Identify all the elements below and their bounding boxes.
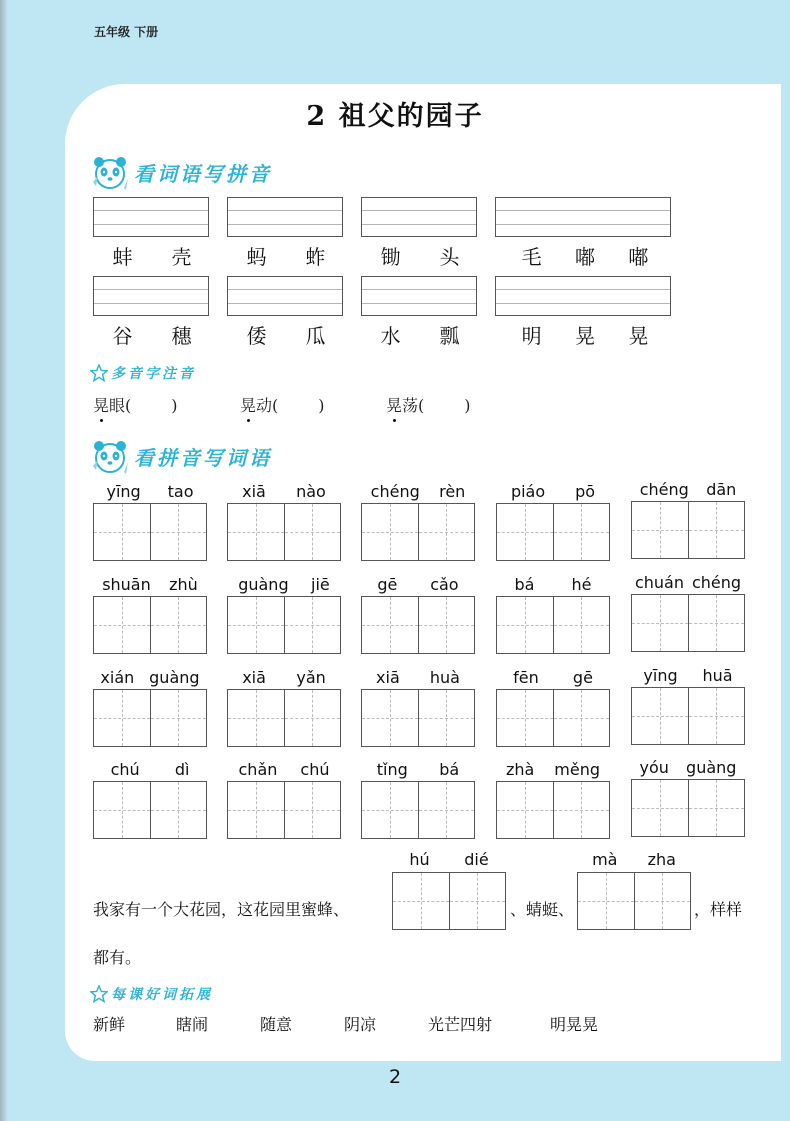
char-cell[interactable] xyxy=(497,690,553,746)
char-cell[interactable] xyxy=(497,597,553,653)
pinyin-label xyxy=(361,482,475,501)
syllable: chú xyxy=(110,760,140,779)
syllable: xián xyxy=(100,668,135,687)
pinyin-label xyxy=(227,482,341,501)
char-cell[interactable] xyxy=(632,780,688,836)
char-cell[interactable] xyxy=(284,782,341,838)
syllable: zhà xyxy=(505,760,535,779)
char-cell[interactable] xyxy=(688,595,745,651)
char-dotted: 晃 xyxy=(240,396,257,415)
syllable: dān xyxy=(706,480,737,499)
char-cell[interactable] xyxy=(284,597,341,653)
char-cell[interactable] xyxy=(688,780,745,836)
tianzige-box[interactable] xyxy=(227,781,341,839)
char-cell[interactable] xyxy=(418,504,475,560)
paren-open: ( xyxy=(125,396,132,415)
tianzige-box[interactable] xyxy=(631,594,745,652)
pinyin-box[interactable] xyxy=(361,197,477,237)
char-cell[interactable] xyxy=(553,782,610,838)
extension-word: 瞎闹 xyxy=(176,1015,209,1034)
syllable: chǎn xyxy=(238,760,278,779)
pinyin-box[interactable] xyxy=(227,276,343,316)
pinyin-label xyxy=(93,482,207,501)
syllable: pō xyxy=(575,482,596,501)
syllable: xiā xyxy=(242,668,266,687)
pinyin-label xyxy=(577,850,691,869)
paren-close: ) xyxy=(464,396,471,415)
char: 荡 xyxy=(402,396,419,415)
polyphone-item xyxy=(240,393,325,416)
pinyin-label xyxy=(227,760,341,779)
syllable: dì xyxy=(174,760,190,779)
syllable: nào xyxy=(296,482,326,501)
pinyin-box[interactable] xyxy=(495,276,671,316)
syllable: mà xyxy=(592,850,618,869)
syllable: cǎo xyxy=(430,575,459,594)
char-cell[interactable] xyxy=(362,782,418,838)
char-cell[interactable] xyxy=(449,873,506,929)
panda-icon xyxy=(90,152,130,192)
sentence-part-1: 我家有一个大花园，这花园里蜜蜂、 xyxy=(93,900,350,919)
section-head-pinyin xyxy=(90,152,272,192)
paren-close: ) xyxy=(171,396,178,415)
char-cell[interactable] xyxy=(362,690,418,746)
char-cell[interactable] xyxy=(228,690,284,746)
char: 动 xyxy=(256,396,273,415)
extension-word: 明晃晃 xyxy=(550,1015,599,1034)
char: 瓢 xyxy=(439,324,460,348)
tianzige-box[interactable] xyxy=(361,596,475,654)
syllable: tǐng xyxy=(376,760,408,779)
pinyin-box[interactable] xyxy=(93,276,209,316)
char-cell[interactable] xyxy=(418,782,475,838)
sub-label-extension: 每课好词拓展 xyxy=(111,987,213,1003)
syllable: piáo xyxy=(510,482,546,501)
char-cell[interactable] xyxy=(632,688,688,744)
char-cell[interactable] xyxy=(632,595,688,651)
syllable: guàng xyxy=(238,575,289,594)
syllable: shuān xyxy=(102,575,151,594)
syllable: dié xyxy=(464,850,489,869)
char: 明 xyxy=(521,324,542,348)
sub-label-polyphone: 多音字注音 xyxy=(111,366,196,382)
pinyin-label xyxy=(496,668,610,687)
star-icon xyxy=(90,985,108,1003)
pinyin-label xyxy=(93,668,207,687)
char: 倭 xyxy=(246,324,267,348)
page-number: 2 xyxy=(388,1066,402,1088)
sub-head-extension xyxy=(90,984,213,1004)
char-cell[interactable] xyxy=(578,873,634,929)
char-cell[interactable] xyxy=(688,502,745,558)
sentence-line-2: 都有。 xyxy=(93,948,142,967)
pinyin-box[interactable] xyxy=(227,197,343,237)
paren-close: ) xyxy=(318,396,325,415)
tianzige-box[interactable] xyxy=(227,689,341,747)
char-cell[interactable] xyxy=(632,502,688,558)
syllable: xiā xyxy=(242,482,266,501)
char: 锄 xyxy=(380,245,401,269)
char-cell[interactable] xyxy=(150,504,207,560)
tianzige-box[interactable] xyxy=(93,781,207,839)
syllable: gē xyxy=(572,668,593,687)
char-cell[interactable] xyxy=(228,504,284,560)
syllable: yóu xyxy=(639,758,669,777)
char-cell[interactable] xyxy=(553,504,610,560)
syllable: chéng xyxy=(370,482,420,501)
char: 嘟 xyxy=(628,245,649,269)
sub-head-polyphone xyxy=(90,363,196,383)
char-dotted: 晃 xyxy=(386,396,403,415)
char-cell[interactable] xyxy=(94,504,150,560)
syllable: yīng xyxy=(643,666,678,685)
tianzige-box[interactable] xyxy=(496,689,610,747)
char: 瓜 xyxy=(305,324,326,348)
star-icon xyxy=(90,364,108,382)
polyphone-item xyxy=(386,393,471,416)
pinyin-label xyxy=(631,666,745,685)
char: 穗 xyxy=(171,324,192,348)
syllable: gē xyxy=(377,575,398,594)
char: 蚂 xyxy=(246,245,267,269)
section-label-words: 看拼音写词语 xyxy=(134,445,272,470)
tianzige-box[interactable] xyxy=(577,872,691,930)
tianzige-box[interactable] xyxy=(93,596,207,654)
word-maodudu xyxy=(505,241,665,270)
pinyin-label xyxy=(227,668,341,687)
pinyin-label xyxy=(361,575,475,594)
syllable: huà xyxy=(429,668,460,687)
extension-word: 阴凉 xyxy=(344,1015,377,1034)
syllable: chéng xyxy=(639,480,689,499)
char-cell[interactable] xyxy=(362,597,418,653)
sentence-part-2: 、蜻蜓、 xyxy=(510,900,575,919)
pinyin-label xyxy=(93,760,207,779)
paren-open: ( xyxy=(418,396,425,415)
syllable: guàng xyxy=(149,668,200,687)
word-bangke xyxy=(93,241,211,270)
syllable: tao xyxy=(167,482,194,501)
pinyin-box[interactable] xyxy=(495,197,671,237)
char-cell[interactable] xyxy=(228,597,284,653)
syllable: zhù xyxy=(169,575,198,594)
syllable: bá xyxy=(514,575,535,594)
word-mazha xyxy=(227,241,345,270)
pinyin-label xyxy=(496,482,610,501)
syllable: chuán xyxy=(634,573,684,592)
pinyin-label xyxy=(631,480,745,499)
char: 蚌 xyxy=(112,245,133,269)
char-cell[interactable] xyxy=(284,504,341,560)
tianzige-box[interactable] xyxy=(227,596,341,654)
pinyin-label xyxy=(631,758,745,777)
pinyin-label xyxy=(361,668,475,687)
tianzige-box[interactable] xyxy=(631,687,745,745)
extension-word: 随意 xyxy=(260,1015,293,1034)
char-dotted: 晃 xyxy=(93,396,110,415)
section-label-pinyin: 看词语写拼音 xyxy=(134,161,272,186)
word-minghuanghuang xyxy=(505,320,665,349)
char-cell[interactable] xyxy=(150,782,207,838)
sentence-part-3: ，样样 xyxy=(694,900,743,919)
pinyin-label xyxy=(496,575,610,594)
syllable: chú xyxy=(300,760,330,779)
extension-word: 光芒四射 xyxy=(428,1015,493,1034)
panda-icon xyxy=(90,436,130,476)
syllable: huā xyxy=(702,666,733,685)
polyphone-item xyxy=(93,393,178,416)
char-cell[interactable] xyxy=(553,690,610,746)
pinyin-label xyxy=(361,760,475,779)
word-wogua xyxy=(227,320,345,349)
char: 水 xyxy=(380,324,401,348)
syllable: fēn xyxy=(513,668,539,687)
extension-words xyxy=(93,1012,598,1035)
word-chutou xyxy=(361,241,479,270)
char-cell[interactable] xyxy=(497,504,553,560)
syllable: xiā xyxy=(376,668,400,687)
paren-open: ( xyxy=(272,396,279,415)
char-cell[interactable] xyxy=(634,873,691,929)
char-cell[interactable] xyxy=(497,782,553,838)
char: 晃 xyxy=(628,324,649,348)
pinyin-box[interactable] xyxy=(361,276,477,316)
tianzige-box[interactable] xyxy=(496,503,610,561)
syllable: yǎn xyxy=(296,668,326,687)
char-cell[interactable] xyxy=(418,597,475,653)
syllable: bá xyxy=(439,760,460,779)
tianzige-box[interactable] xyxy=(496,596,610,654)
char-cell[interactable] xyxy=(418,690,475,746)
syllable: yīng xyxy=(106,482,141,501)
syllable: rèn xyxy=(439,482,466,501)
pinyin-label xyxy=(392,850,506,869)
char-cell[interactable] xyxy=(688,688,745,744)
running-head: 五年级 下册 xyxy=(94,25,159,39)
tianzige-box[interactable] xyxy=(227,503,341,561)
char-cell[interactable] xyxy=(553,597,610,653)
char-cell[interactable] xyxy=(393,873,449,929)
syllable: chéng xyxy=(691,573,742,592)
char: 嘟 xyxy=(574,245,595,269)
syllable: hé xyxy=(571,575,592,594)
char: 头 xyxy=(439,245,460,269)
char-cell[interactable] xyxy=(228,782,284,838)
pinyin-label xyxy=(93,575,207,594)
char-cell[interactable] xyxy=(150,597,207,653)
char-cell[interactable] xyxy=(284,690,341,746)
char: 壳 xyxy=(171,245,192,269)
char-cell[interactable] xyxy=(362,504,418,560)
word-shuipiao xyxy=(361,320,479,349)
page-title: 2 祖父的园子 xyxy=(306,101,484,132)
char-cell[interactable] xyxy=(94,690,150,746)
tianzige-box[interactable] xyxy=(392,872,506,930)
syllable: zha xyxy=(647,850,676,869)
tianzige-box[interactable] xyxy=(631,501,745,559)
tianzige-box[interactable] xyxy=(361,503,475,561)
tianzige-box[interactable] xyxy=(93,503,207,561)
char: 谷 xyxy=(112,324,133,348)
pinyin-label xyxy=(227,575,341,594)
pinyin-label xyxy=(496,760,610,779)
char: 蚱 xyxy=(305,245,326,269)
syllable: hú xyxy=(409,850,430,869)
extension-word: 新鲜 xyxy=(93,1015,126,1034)
tianzige-box[interactable] xyxy=(631,779,745,837)
section-head-words xyxy=(90,436,272,476)
char-cell[interactable] xyxy=(94,597,150,653)
char: 毛 xyxy=(521,245,542,269)
char-cell[interactable] xyxy=(150,690,207,746)
tianzige-box[interactable] xyxy=(496,781,610,839)
tianzige-box[interactable] xyxy=(93,689,207,747)
tianzige-box[interactable] xyxy=(361,689,475,747)
pinyin-label xyxy=(631,573,745,592)
char: 眼 xyxy=(109,396,126,415)
pinyin-box[interactable] xyxy=(93,197,209,237)
char-cell[interactable] xyxy=(94,782,150,838)
syllable: měng xyxy=(554,760,600,779)
syllable: guàng xyxy=(686,758,737,777)
char: 晃 xyxy=(574,324,595,348)
syllable: jiē xyxy=(311,575,330,594)
word-gusui xyxy=(93,320,211,349)
tianzige-box[interactable] xyxy=(361,781,475,839)
